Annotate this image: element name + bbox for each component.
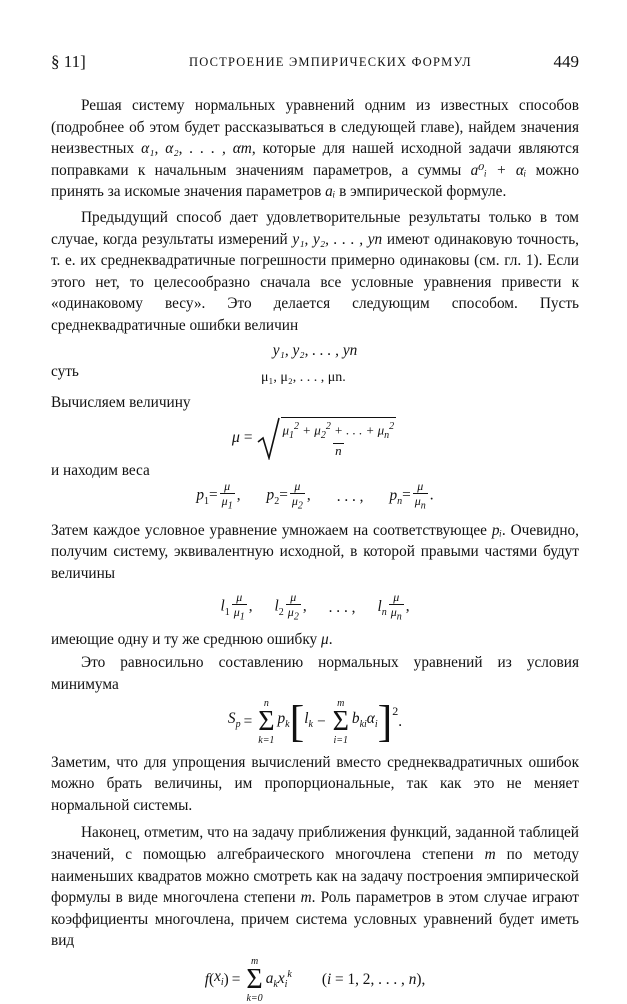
paragraph-5: Заметим, что для упрощения вычислений вместо среднеквадратичных ошибок можно брать величины, им пропорциональные, так как это не меняет нормальной системы. <box>51 753 579 814</box>
same-error-text: имеющие одну и ту же среднюю ошибку μ. <box>51 630 333 648</box>
formula-mu: μ = $\frac{\mu_1^2 + \mu_2^2 + . . . + \mu_n^2}{n}$ <box>51 416 579 460</box>
math-sum-a: a⁰ᵢ + αᵢ <box>470 161 527 179</box>
weights-label: и находим веса <box>51 461 150 479</box>
running-title: ПОСТРОЕНИЕ ЭМПИРИЧЕСКИХ ФОРМУЛ <box>189 55 472 69</box>
formula-weights: $p_1=$ $\frac{\mu}{\mu_1}$ , $p_2=$ $\frac{\mu}{\mu_2}$ , . . . , $p_n=$ $\frac{\mu}{\mu_n}$ . <box>196 479 434 512</box>
radical-icon <box>257 416 281 460</box>
paragraph-6: Наконец, отметим, что на задачу приближения функций, заданной таблицей значений, с помощью алгебраического многочлена степени m по методу наименьших квадратов можно смотреть как на задачу построения эмпирической формулы в виде многочлена степени m. Роль параметров в этом случае играют коэффициенты многочлена, причем система условных уравнений будет иметь вид <box>51 824 580 950</box>
book-page <box>51 52 579 1004</box>
paragraph-4: Это равносильно составлению нормальных уравнений из условия минимума <box>51 654 579 694</box>
compute-label: Вычисляем величину <box>51 394 191 412</box>
math-a-i: aᵢ <box>325 183 336 201</box>
page-number: 449 <box>553 52 579 71</box>
math-ys: y₁, y₂, . . . , yn <box>292 230 383 248</box>
formula-sp: $S_p$ = n Σ k=1 $p_k$ [ $l_k$ − m Σ i=1 $b_{ki}\alpha_i$ ] $^2$ . <box>227 696 403 746</box>
section-number: § 11] <box>51 52 86 71</box>
line-sut <box>51 361 579 389</box>
math-p-i: pᵢ <box>491 521 502 539</box>
math-alphas: α₁, α₂, . . . , αm <box>141 140 252 158</box>
page-body <box>51 95 579 1004</box>
formula-poly: f ( $x_i$ ) = m Σ k=0 $a_kx_i^k$ (i = 1, 2, . . . , n), <box>204 956 426 1004</box>
running-header <box>51 52 579 74</box>
formula-rhs: $l_1$ $\frac{\mu}{\mu_1}$ , $l_2$ $\frac{\mu}{\mu_2}$ , . . . , $l_n$ $\frac{\mu}{\mu_n}$ , <box>220 590 410 623</box>
word-sut: суть <box>51 363 79 381</box>
formula-ys: y₁, y₂, . . . , yn <box>272 341 358 359</box>
formula-mus: μ₁, μ₂, . . . , μn. <box>261 370 346 386</box>
paragraph-2: Предыдущий способ дает удовлетворительные результаты только в том случае, когда результаты измерений y₁, y₂, . . . , yn имеют одинаковую точность, т. е. их среднеквадратичные погрешности примерно одинаковы (см. гл. 1). Если этого нет, то целесообразно сначала все условные уравнения привести к «одинаковому весу». Это делается следующим способом. Пусть среднеквадратичные ошибки величин <box>51 208 579 334</box>
paragraph-1: Решая систему нормальных уравнений одним из известных способов (подробнее об этом будет рассказываться в следующей главе), найдем значения неизвестных α₁, α₂, . . . , αm, которые для нашей исходной задачи являются поправками к начальным значениям параметров, а суммы a⁰ᵢ + αᵢ можно принять за искомые значения параметров aᵢ в эмпирической формуле. <box>51 97 580 201</box>
paragraph-3: Затем каждое условное уравнение умножаем на соответствующее pᵢ. Очевидно, получим систему, эквивалентную исходной, в которой правыми частями будут величины <box>51 521 579 582</box>
